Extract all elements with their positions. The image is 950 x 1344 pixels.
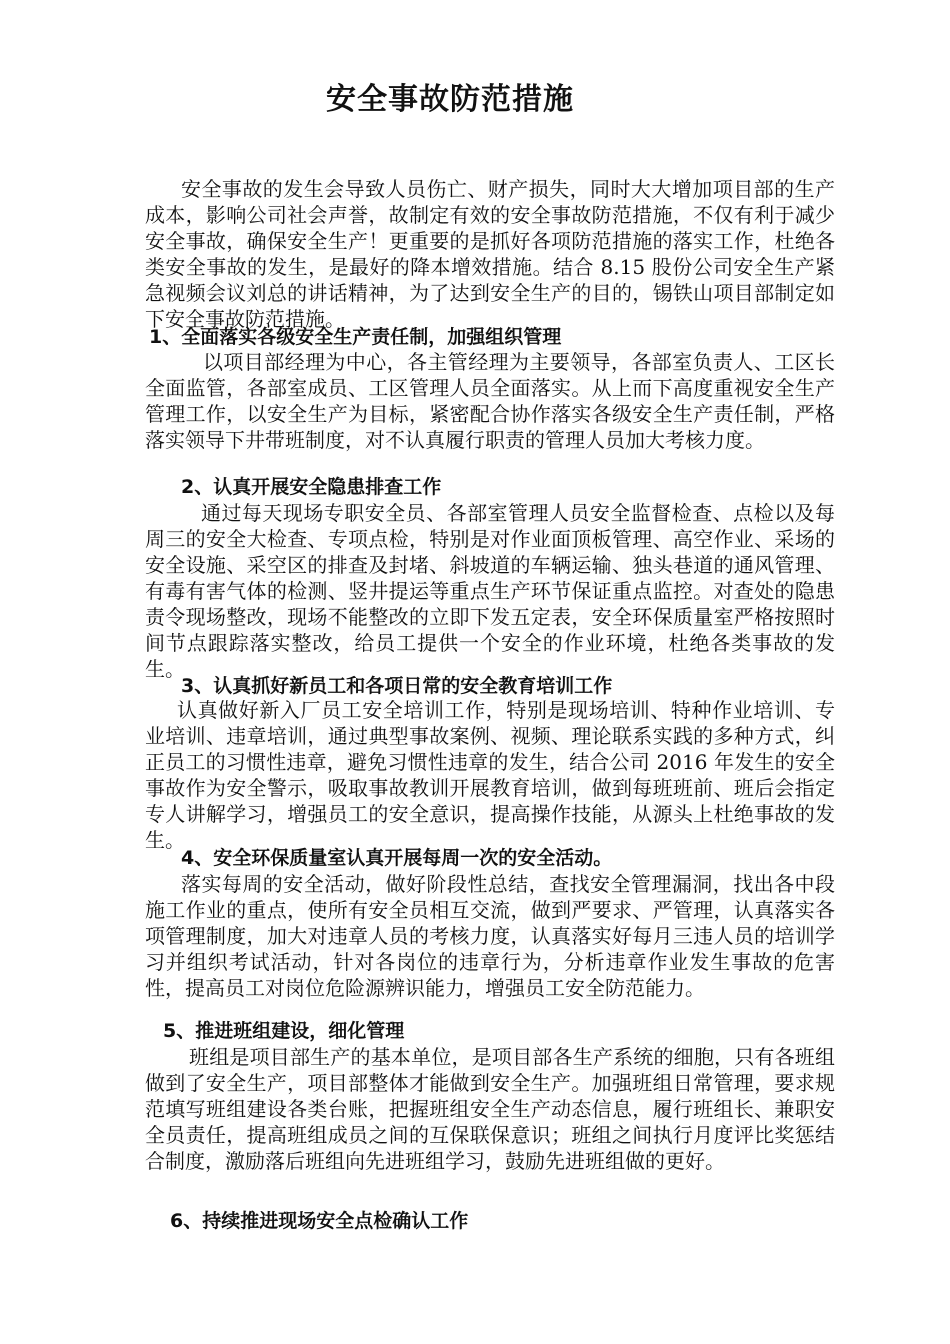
section-4-body: 落实每周的安全活动，做好阶段性总结，查找安全管理漏洞，找出各中段施工作业的重点，使所有安全员相互交流，做到严要求、严管理，认真落实各项管理制度，加大对违章人员的考核力度，认真落实好每月三违人员的培训学习并组织考试活动，针对各岗位的违章行为，分析违章作业发生事故的危害性，提高员工对岗位危险源辨识能力，增强员工安全防范能力。 [145,872,835,1000]
intro-paragraph: 安全事故的发生会导致人员伤亡、财产损失，同时大大增加项目部的生产成本，影响公司社会声誉，故制定有效的安全事故防范措施，不仅有利于减少安全事故，确保安全生产！更重要的是抓好各项防范措施的落实工作，杜绝各类安全事故的发生，是最好的降本增效措施。结合 8.15 股份公司安全生产紧急视频会议刘总的讲话精神，为了达到安全生产的目的，锡铁山项目部制定如下安全事故防范措施。 [145,177,835,331]
section-4-heading: 4、安全环保质量室认真开展每周一次的安全活动。 [181,847,613,869]
document-title: 安全事故防范措施 [326,82,574,117]
section-2-body: 通过每天现场专职安全员、各部室管理人员安全监督检查、点检以及每周三的安全大检查、专项点检，特别是对作业面顶板管理、高空作业、采场的安全设施、采空区的排查及封堵、斜坡道的车辆运输、独头巷道的通风管理、有毒有害气体的检测、竖井提运等重点生产环节保证重点监控。对查处的隐患责令现场整改，现场不能整改的立即下发五定表，安全环保质量室严格按照时间节点跟踪落实整改，给员工提供一个安全的作业环境，杜绝各类事故的发生。 [145,501,835,681]
section-5-body: 班组是项目部生产的基本单位，是项目部各生产系统的细胞，只有各班组做到了安全生产，项目部整体才能做到安全生产。加强班组日常管理，要求规范填写班组建设各类台账，把握班组安全生产动态信息，履行班组长、兼职安全员责任，提高班组成员之间的互保联保意识；班组之间执行月度评比奖惩结合制度，激励落后班组向先进班组学习，鼓励先进班组做的更好。 [145,1045,835,1173]
section-3-body: 认真做好新入厂员工安全培训工作，特别是现场培训、特种作业培训、专业培训、违章培训，通过典型事故案例、视频、理论联系实践的多种方式，纠正员工的习惯性违章，避免习惯性违章的发生，结合公司 2016 年发生的安全事故作为安全警示，吸取事故教训开展教育培训，做到每班班前、班后会指定专人讲解学习，增强员工的安全意识，提高操作技能，从源头上杜绝事故的发生。 [145,698,835,852]
section-5-heading: 5、推进班组建设，细化管理 [163,1020,405,1042]
section-1-body: 以项目部经理为中心，各主管经理为主要领导，各部室负责人、工区长全面监管，各部室成员、工区管理人员全面落实。从上而下高度重视安全生产管理工作，以安全生产为目标，紧密配合协作落实各级安全生产责任制，严格落实领导下井带班制度，对不认真履行职责的管理人员加大考核力度。 [145,350,835,452]
section-6-heading: 6、持续推进现场安全点检确认工作 [170,1210,469,1232]
section-2-heading: 2、认真开展安全隐患排查工作 [181,476,442,498]
section-1-heading: 1、全面落实各级安全生产责任制，加强组织管理 [149,326,562,348]
section-3-heading: 3、认真抓好新员工和各项日常的安全教育培训工作 [181,675,613,697]
